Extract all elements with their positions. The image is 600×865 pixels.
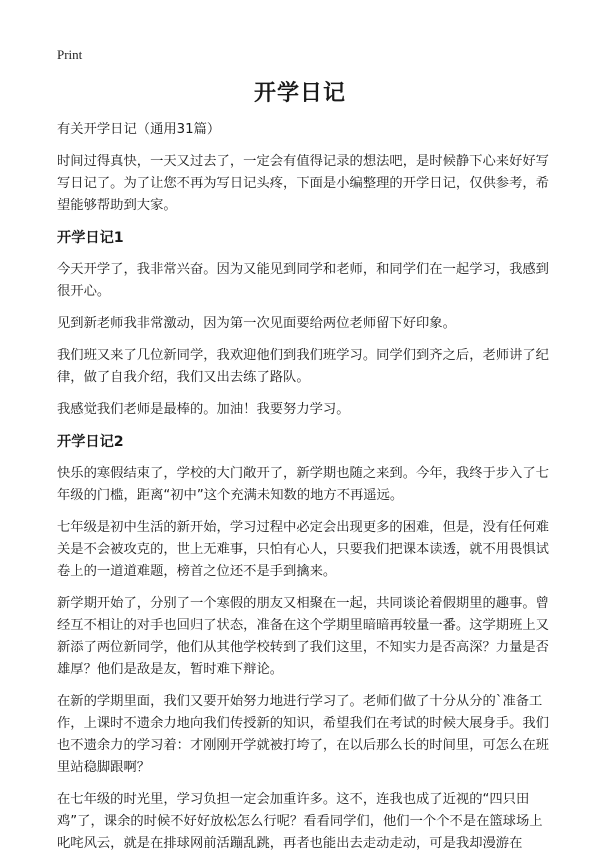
paragraph: 七年级是初中生活的新开始，学习过程中必定会出现更多的困难，但是，没有任何难关是不会被攻克的，世上无难事，只怕有心人，只要我们把课本读透，就不用畏惧试卷上的一道道难题，榜首之位还不是手到擒来。 (57, 520, 549, 579)
print-link[interactable]: Print (57, 47, 83, 62)
paragraph: 在新的学期里面，我们又要开始努力地进行学习了。老师们做了十分从分的`准备工作，上课时不遗余力地向我们传授新的知识，希望我们在考试的时候大展身手。我们也不遗余力的学习着：才刚刚开学就被打垮了，在以后那么长的时间里，可怎么在班里站稳脚跟啊？ (57, 694, 549, 775)
paragraph: 新学期开始了，分别了一个寒假的朋友又相聚在一起，共同谈论着假期里的趣事。曾经互不相让的对手也回归了状态，准备在这个学期里暗暗再较量一番。这学期班上又新添了两位新同学，他们从其他学校转到了我们这里，不知实力是否高深？力量是否雄厚？他们是敌是友，暂时难下辩论。 (57, 596, 549, 677)
paragraph: 今天开学了，我非常兴奋。因为又能见到同学和老师，和同学们在一起学习，我感到很开心。 (57, 262, 549, 299)
paragraph: 快乐的寒假结束了，学校的大门敞开了，新学期也随之来到。今年，我终于步入了七年级的门槛，距离“初中”这个充满未知数的地方不再遥远。 (57, 466, 549, 503)
paragraph: 我感觉我们老师是最棒的。加油！我要努力学习。 (57, 402, 350, 417)
intro-paragraph: 时间过得真快，一天又过去了，一定会有值得记录的想法吧，是时候静下心来好好写写日记了。为了让您不再为写日记头疼，下面是小编整理的开学日记，仅供参考，希望能够帮助到大家。 (57, 154, 549, 213)
paragraph: 见到新老师我非常激动，因为第一次见面要给两位老师留下好印象。 (57, 316, 456, 331)
paragraph: 我们班又来了几位新同学，我欢迎他们到我们班学习。同学们到齐之后，老师讲了纪律，做了自我介绍，我们又出去练了路队。 (57, 348, 549, 385)
page-title: 开学日记 (253, 81, 346, 106)
section-heading-2: 开学日记2 (57, 434, 124, 450)
section-heading-1: 开学日记1 (57, 230, 124, 246)
article-body (57, 120, 549, 865)
paragraph: 在七年级的时光里，学习负担一定会加重许多。这不，连我也成了近视的“四只田鸡”了，课余的时候不好好放松怎么行呢？看看同学们，他们一个个不是在篮球场上叱咤风云，就是在排球网前活蹦乱跳，再者也能出去走动走动，可是我却漫游在 (57, 792, 543, 851)
article-subtitle: 有关开学日记（通用31篇） (57, 122, 221, 137)
